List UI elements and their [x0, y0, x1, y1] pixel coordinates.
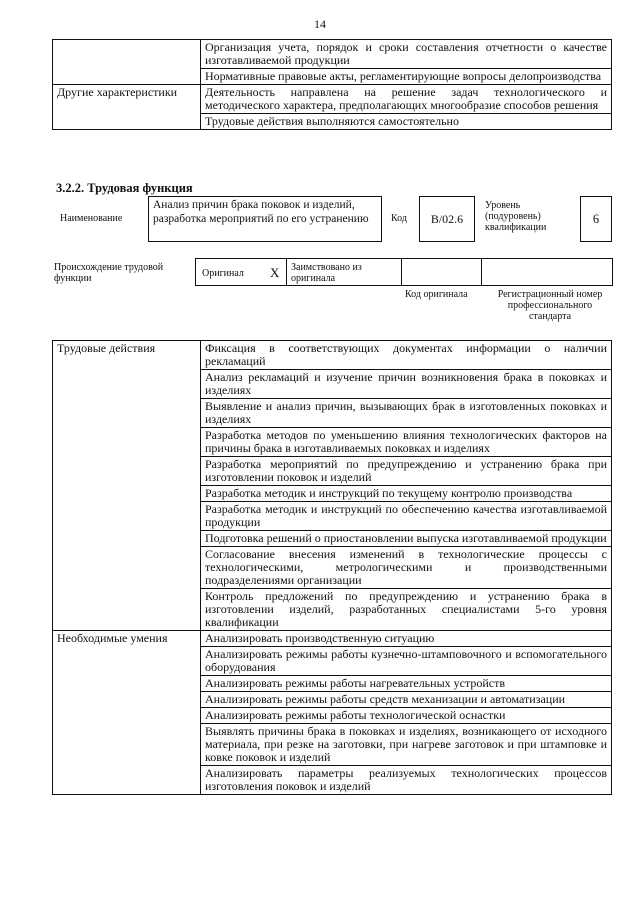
reg-number-caption: Регистрационный номер профессионального стандарта — [497, 289, 603, 322]
level-label: Уровень (подуровень) квалификации — [485, 200, 547, 233]
table-cell: Анализ рекламаций и изучение причин возникновения брака в поковках и изделиях — [201, 370, 612, 399]
table-row — [53, 85, 612, 114]
code-original-caption: Код оригинала — [405, 289, 468, 300]
table-cell: Анализировать режимы работы кузнечно-штамповочного и вспомогательного оборудования — [201, 647, 612, 676]
origin-box — [195, 258, 613, 286]
table-cell: Деятельность направлена на решение задач технологического и методического характера, предполагающих многообразие способов решения — [201, 85, 612, 114]
table-cell: Организация учета, порядок и сроки составления отчетности о качестве изготавливаемой продукции — [201, 40, 612, 69]
divider — [481, 259, 482, 285]
section-label: Необходимые умения — [53, 631, 201, 795]
table-cell: Выявлять причины брака в поковках и изделиях, возникающего от исходного материала, при резке на заготовки, при нагреве заготовок и при штамповке и ковке поковок и изделий — [201, 724, 612, 766]
table-cell: Нормативные правовые акты, регламентирующие вопросы делопроизводства — [201, 69, 612, 85]
table-cell: Фиксация в соответствующих документах информации о наличии рекламаций — [201, 341, 612, 370]
code-label: Код — [391, 213, 407, 224]
table-cell: Разработка мероприятий по предупреждению и устранению брака при изготовлении поковок и изделий — [201, 457, 612, 486]
table-cell: Разработка методик и инструкций по текущему контролю производства — [201, 486, 612, 502]
function-name-box: Анализ причин брака поковок и изделий, разработка мероприятий по его устранению — [148, 196, 382, 242]
divider — [286, 259, 287, 285]
table-cell: Согласование внесения изменений в технологические процессы с технологическими, метрологическими и производственными подразделениями организации — [201, 547, 612, 589]
qualification-level-box: 6 — [580, 196, 612, 242]
table-cell: Контроль предложений по предупреждению и устранению брака в изготовлении изделий, разработанных специалистами 5-го уровня квалификации — [201, 589, 612, 631]
table-cell: Анализировать режимы работы технологической оснастки — [201, 708, 612, 724]
name-label: Наименование — [60, 213, 123, 224]
origin-label: Происхождение трудовой функции — [54, 262, 164, 284]
table-cell: Трудовые действия выполняются самостоятельно — [201, 114, 612, 130]
table-cell: Выявление и анализ причин, вызывающих брак в изготовленных поковках и изделиях — [201, 399, 612, 428]
original-label: Оригинал — [202, 268, 244, 279]
table-row — [53, 40, 612, 69]
table-cell: Анализировать производственную ситуацию — [201, 631, 612, 647]
table-cell: Анализировать режимы работы средств механизации и автоматизации — [201, 692, 612, 708]
section-label: Трудовые действия — [53, 341, 201, 631]
table-cell: Подготовка решений о приостановлении выпуска изготавливаемой продукции — [201, 531, 612, 547]
table-cell: Анализировать параметры реализуемых технологических процессов изготовления поковок и изделий — [201, 766, 612, 795]
labor-function-table — [52, 340, 612, 795]
page-number: 14 — [314, 17, 326, 31]
borrowed-label: Заимствовано из оригинала — [291, 262, 362, 284]
table-cell: Анализировать режимы работы нагревательных устройств — [201, 676, 612, 692]
section-heading: 3.2.2. Трудовая функция — [56, 181, 193, 195]
function-code-box: B/02.6 — [419, 196, 475, 242]
divider — [401, 259, 402, 285]
original-mark: X — [270, 265, 280, 280]
row-label: Другие характеристики — [53, 85, 201, 130]
table-cell: Разработка методик и инструкций по обеспечению качества изготавливаемой продукции — [201, 502, 612, 531]
table-row — [53, 631, 612, 647]
row-label — [53, 40, 201, 85]
table-row — [53, 341, 612, 370]
table-cell: Разработка методов по уменьшению влияния технологических факторов на причины брака в изготавливаемых поковках и изделиях — [201, 428, 612, 457]
characteristics-table — [52, 39, 612, 130]
